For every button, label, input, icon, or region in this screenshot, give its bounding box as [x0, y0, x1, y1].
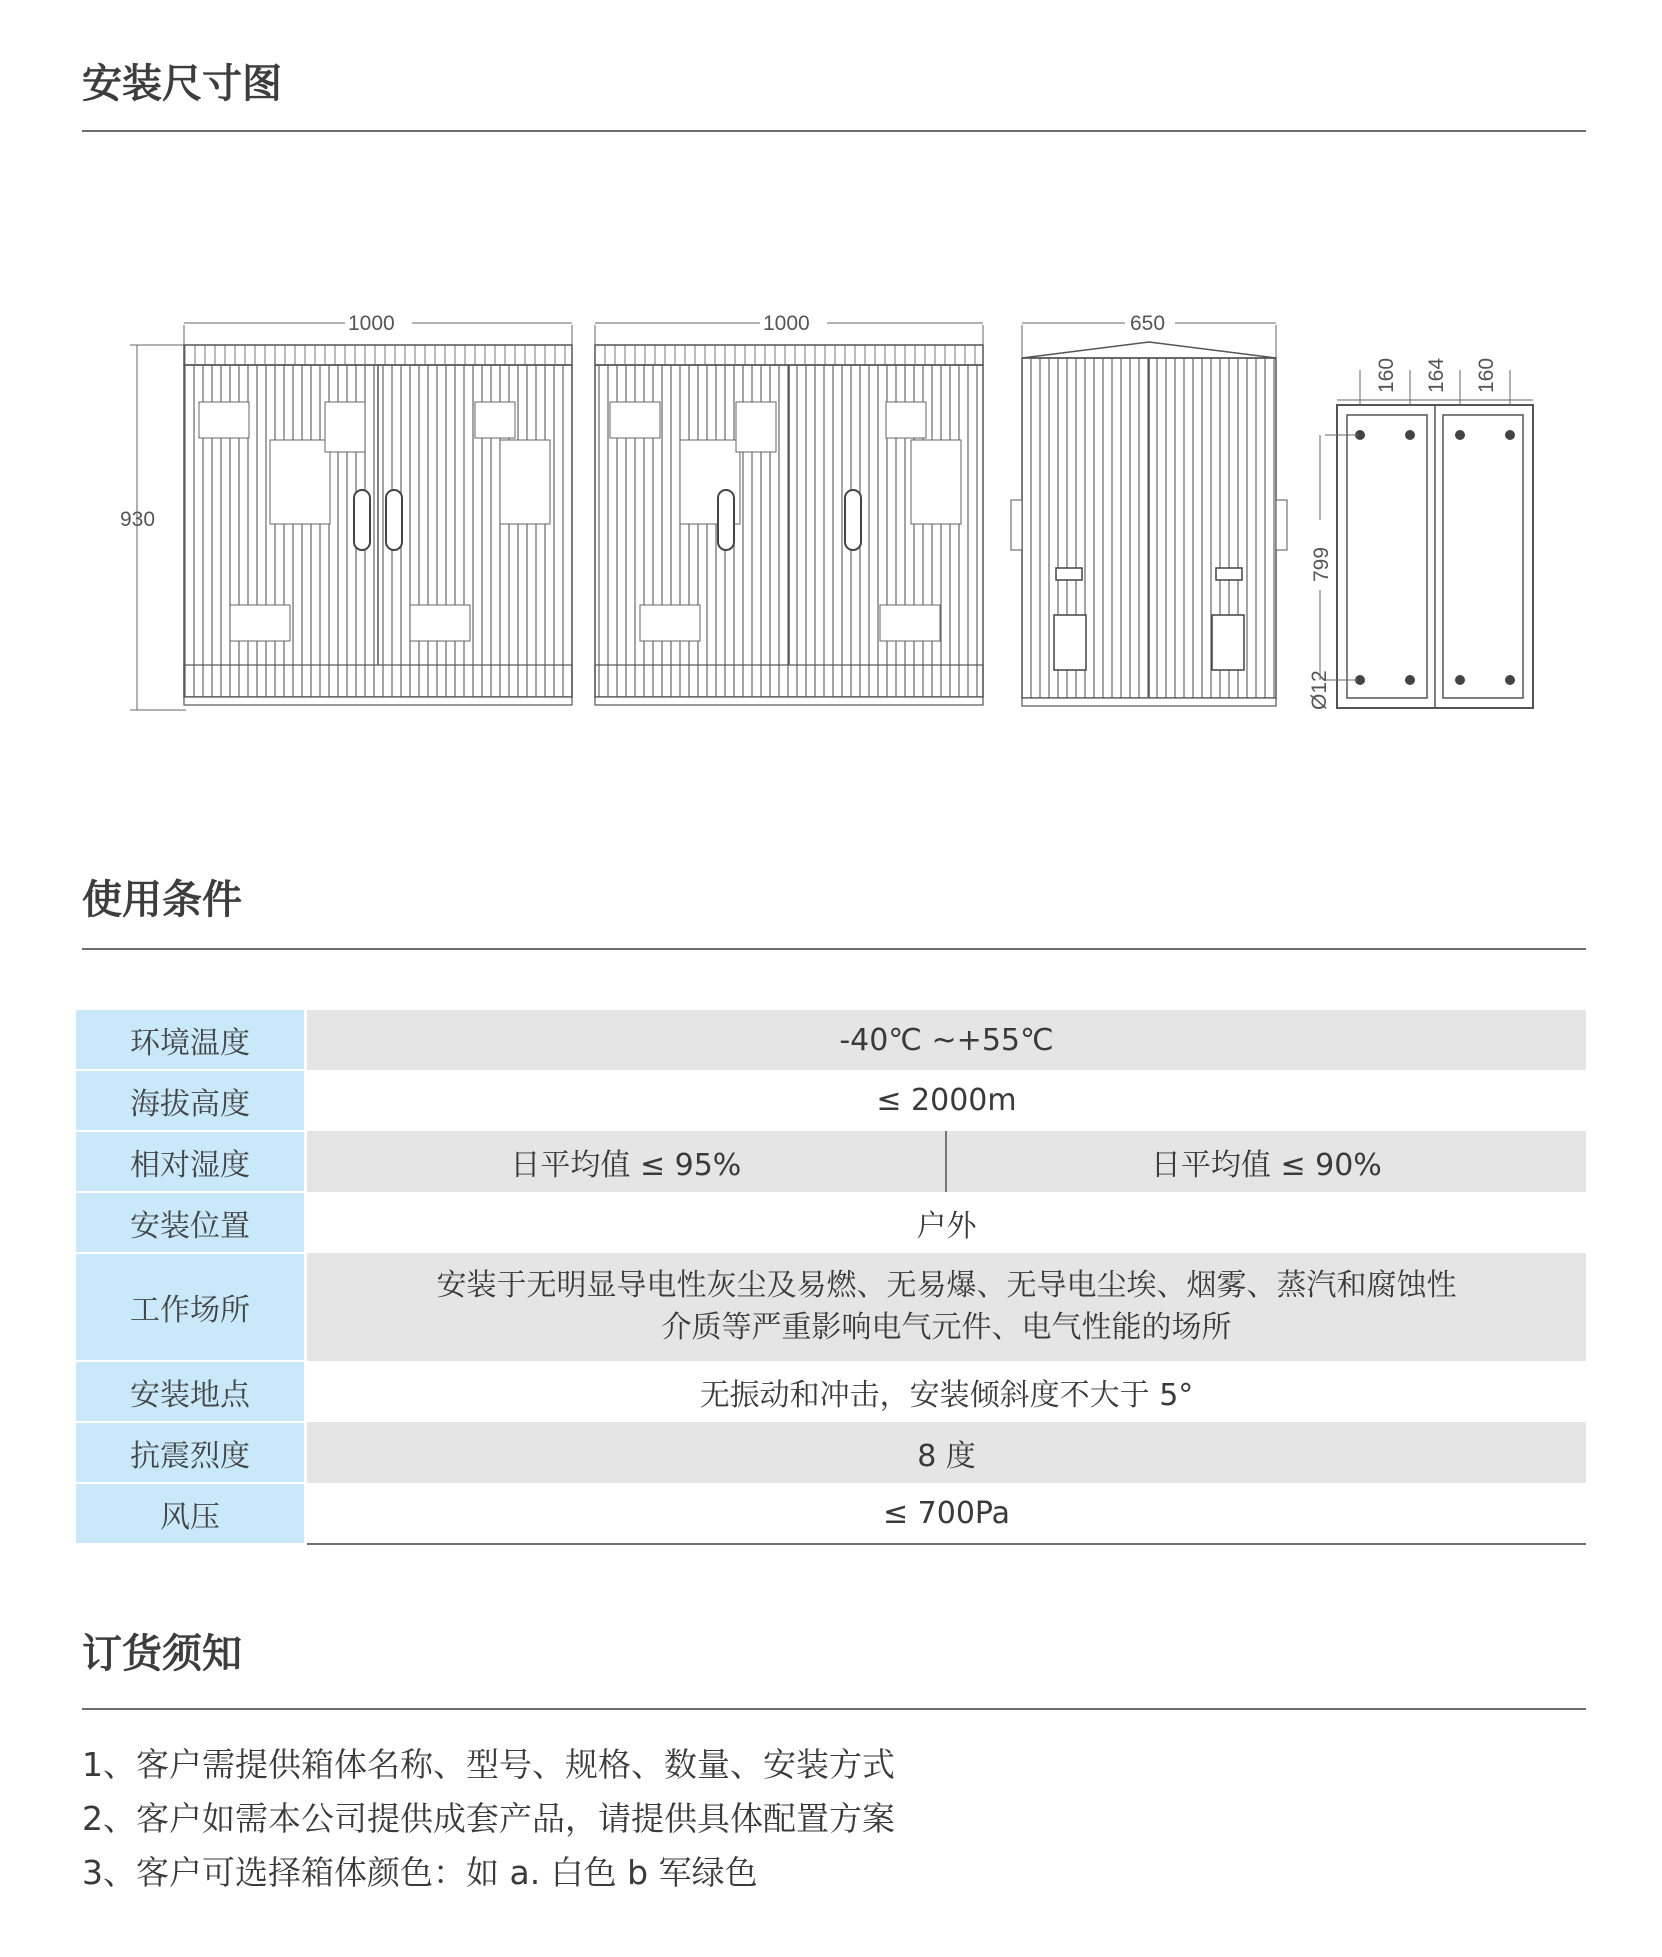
- row-value: [306, 1253, 1587, 1361]
- row-value: -40℃ ~+55℃: [306, 1010, 1587, 1070]
- row-label: 抗震烈度: [76, 1422, 306, 1483]
- table-row: [76, 1483, 1586, 1544]
- row-value: ≤ 700Pa: [306, 1483, 1587, 1544]
- front-view-2: [595, 312, 983, 705]
- usage-conditions-title: 使用条件: [82, 877, 242, 923]
- table-row: [76, 1192, 1586, 1253]
- table-row: [76, 1361, 1586, 1422]
- row-label: 海拔高度: [76, 1070, 306, 1131]
- table-row: [76, 1010, 1586, 1070]
- row-value-left: 日平均值 ≤ 95%: [306, 1131, 946, 1192]
- height-label: 930: [120, 508, 156, 531]
- base-dim-1: 160: [1375, 357, 1398, 393]
- order-notes-title: 订货须知: [82, 1631, 242, 1677]
- table-row: [76, 1070, 1586, 1131]
- order-title-rule: [82, 1708, 1586, 1710]
- list-item: 1、客户需提供箱体名称、型号、规格、数量、安装方式: [82, 1745, 895, 1784]
- hole-diameter-label: Ø12: [1308, 670, 1331, 710]
- table-row: [76, 1131, 1586, 1192]
- conditions-table: [76, 1010, 1586, 1545]
- row-label: 安装位置: [76, 1192, 306, 1253]
- row-value-line-1: 安装于无明显导电性灰尘及易燃、无易爆、无导电尘埃、烟雾、蒸汽和腐蚀性: [436, 1268, 1457, 1303]
- order-notes-list: [82, 1738, 895, 1900]
- row-value: ≤ 2000m: [306, 1070, 1587, 1131]
- row-label: 工作场所: [76, 1253, 306, 1361]
- list-item: 3、客户可选择箱体颜色：如 a. 白色 b 军绿色: [82, 1853, 758, 1892]
- row-value-line-2: 介质等严重影响电气元件、电气性能的场所: [661, 1310, 1232, 1345]
- base-dim-2: 164: [1425, 357, 1448, 393]
- installation-drawing: [100, 290, 1580, 740]
- list-item: 2、客户如需本公司提供成套产品，请提供具体配置方案: [82, 1799, 895, 1838]
- front1-width-label: 1000: [348, 312, 395, 335]
- table-row: [76, 1253, 1586, 1361]
- front-view-1: [184, 312, 572, 705]
- row-value: 无振动和冲击，安装倾斜度不大于 5°: [306, 1361, 1587, 1422]
- base-dim-3: 160: [1475, 357, 1498, 393]
- row-value: 8 度: [306, 1422, 1587, 1483]
- base-plan-view: [1308, 358, 1533, 710]
- row-value: 户外: [306, 1192, 1587, 1253]
- side-width-label: 650: [1130, 312, 1166, 335]
- side-view: [1011, 312, 1287, 706]
- install-size-title: 安装尺寸图: [82, 61, 282, 107]
- row-label: 安装地点: [76, 1361, 306, 1422]
- row-label: 相对湿度: [76, 1131, 306, 1192]
- row-value-right: 日平均值 ≤ 90%: [946, 1131, 1586, 1192]
- front2-width-label: 1000: [763, 312, 810, 335]
- row-label: 环境温度: [76, 1010, 306, 1070]
- conditions-title-rule: [82, 948, 1586, 950]
- row-label: 风压: [76, 1483, 306, 1544]
- base-depth-label: 799: [1310, 546, 1333, 582]
- install-title-rule: [82, 130, 1586, 132]
- table-row: [76, 1422, 1586, 1483]
